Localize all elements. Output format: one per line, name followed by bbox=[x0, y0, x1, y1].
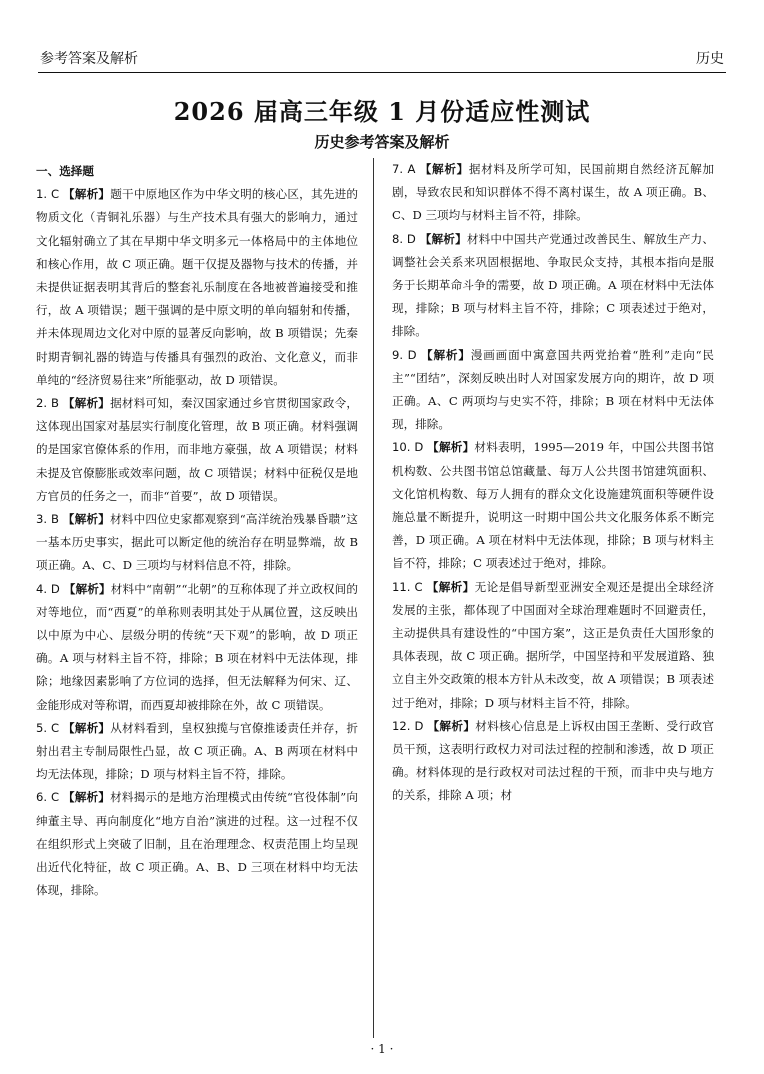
answer-item: 12. D 【解析】材料核心信息是上诉权由国王垄断、受行政官员干预，这表明行政权力对司法过程的控制和渗透，故 D 项正确。材料体现的是行政权对司法过程的干预，而非中央与地方的关系，排除 A 项；材 bbox=[392, 718, 714, 803]
header-rule bbox=[38, 72, 726, 73]
section-heading: 一、选择题 bbox=[36, 164, 94, 178]
answer-item: 4. D 【解析】材料中“南朝”“北朝”的互称体现了并立政权间的对等地位，而“西夏”的单称则表明其处于从属位置，这反映出以中原为中心、层级分明的传统“天下观”的影响，故 D 项正确。A 项与材料主旨不符，排除；B 项在材料中无法体现，排除；地缘因素影响了方位词的选择，但无法解释为何宋、辽、金能形成对等称谓，而西夏却被排除在外，故 C 项错误。 bbox=[36, 581, 358, 712]
answer-item: 7. A 【解析】据材料及所学可知，民国前期自然经济瓦解加剧，导致农民和知识群体不得不离村谋生，故 A 项正确。B、C、D 三项均与材料主旨不符，排除。 bbox=[392, 162, 714, 223]
answer-item: 6. C 【解析】材料揭示的是地方治理模式由传统“官役体制”向绅董主导、再向制度化“地方自治”演进的过程。这一过程不仅在组织形式上突破了旧制，且在治理理念、权责范围上均呈现出近代化特征，故 C 项正确。A、B、D 三项在材料中均无法体现，排除。 bbox=[36, 790, 358, 898]
header-subject: 历史 bbox=[696, 51, 724, 67]
page-title: 2026 届高三年级 1 月份适应性测试 bbox=[173, 97, 591, 126]
answer-item: 8. D 【解析】材料中中国共产党通过改善民生、解放生产力、调整社会关系来巩固根据地、争取民众支持，其根本指向是服务于长期革命斗争的需要，故 D 项正确。A 项在材料中无法体现，排除；B 项与材料主旨不符，排除；C 项表述过于绝对，排除。 bbox=[392, 231, 714, 339]
answer-item: 3. B 【解析】材料中四位史家都观察到“高洋统治残暴昏聩”这一基本历史事实，据此可以断定他的统治存在明显弊端，故 B 项正确。A、C、D 三项均与材料信息不符，排除。 bbox=[36, 512, 358, 573]
answer-item: 11. C 【解析】无论是倡导新型亚洲安全观还是提出全球经济发展的主张，都体现了中国面对全球治理难题时不回避责任，主动提供具有建设性的“中国方案”，这正是负责任大国形象的具体表现，故 C 项正确。据所学，中国坚持和平发展道路、独立自主外交政策的根本方针从未改变，故 A 项错误；B 项表述过于绝对，排除；D 项与材料主旨不符，排除。 bbox=[392, 579, 714, 710]
left-column bbox=[36, 160, 358, 903]
answer-item: 9. D 【解析】漫画画面中寓意国共两党抬着“胜利”走向“民主”“团结”，深刻反映出时人对国家发展方向的期许，故 D 项正确。A、C 两项均与史实不符，排除；B 项在材料中无法体现，排除。 bbox=[392, 347, 714, 432]
page-header bbox=[40, 42, 724, 70]
page-number: · 1 · bbox=[370, 1042, 394, 1056]
answer-item: 5. C 【解析】从材料看到，皇权独揽与官僚推诿责任并存，折射出君主专制局限性凸显，故 C 项正确。A、B 两项在材料中均无法体现，排除；D 项与材料主旨不符，排除。 bbox=[36, 720, 358, 782]
answer-item: 10. D 【解析】材料表明，1995—2019 年，中国公共图书馆机构数、公共图书馆总馆藏量、每万人公共图书馆建筑面积、文化馆机构数、每万人拥有的群众文化设施建筑面积等硬件设施总量不断提升，说明这一时期中国公共文化服务体系不断完善，D 项正确。A 项在材料中无法体现，排除；B 项与材料主旨不符，排除；C 项表述过于绝对，排除。 bbox=[392, 440, 714, 571]
column-divider bbox=[373, 158, 374, 1038]
page-subtitle: 历史参考答案及解析 bbox=[314, 133, 450, 151]
answer-item: 2. B 【解析】据材料可知，秦汉国家通过乡官贯彻国家政令，这体现出国家对基层实行制度化管理，故 B 项正确。材料强调的是国家官僚体系的作用，而非地方豪强，故 A 项错误；材料未提及官僚膨胀或效率问题，故 C 项错误；材料中征税仅是地方官员的任务之一，而非“首要”，故 D 项错误。 bbox=[36, 396, 358, 503]
header-left-title: 参考答案及解析 bbox=[40, 51, 138, 67]
answer-item: 1. C 【解析】题干中原地区作为中华文明的核心区，其先进的物质文化（青铜礼乐器）与生产技术具有强大的影响力，通过文化辐射确立了其在早期中华文明多元一体格局中的主体地位和核心作用，故 C 项正确。题干仅提及器物与技术的传播，并未提供证据表明其背后的整套礼乐制度在各地被普遍接受和推行，故 A 项错误；题干强调的是中原文明的单向辐射和传播，并未体现周边文化对中原的显著反向影响，故 B 项错误；先秦时期青铜礼器的铸造与传播具有强烈的政治、文化意义，而非单纯的“经济贸易往来”所能驱动，故 D 项错误。 bbox=[36, 187, 358, 387]
right-column bbox=[392, 158, 714, 808]
